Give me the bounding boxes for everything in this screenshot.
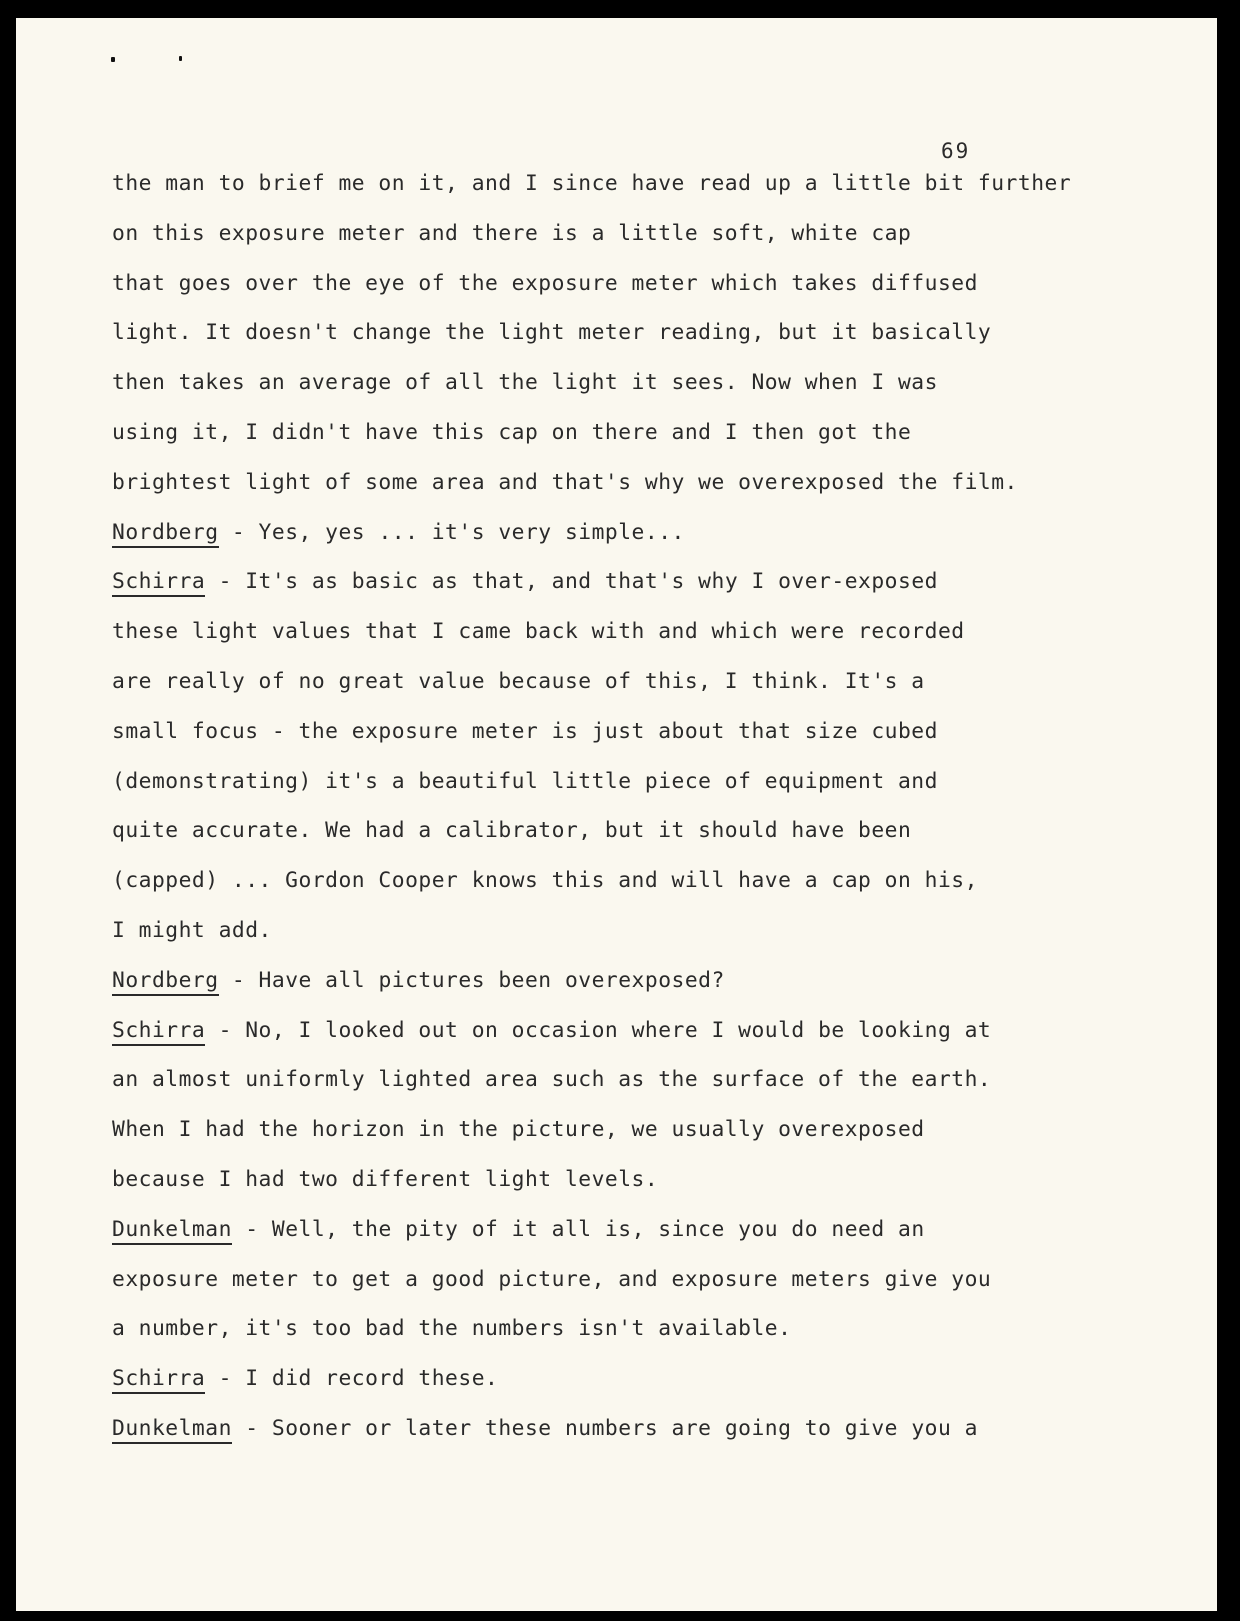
text-line	[112, 1264, 991, 1296]
line-text: (demonstrating) it's a beautiful little piece of equipment and	[112, 769, 938, 794]
line-text: I might add.	[112, 918, 272, 943]
speaker-separator: -	[231, 1217, 272, 1242]
page-number: 69	[941, 139, 971, 163]
dialogue-line	[112, 1214, 925, 1246]
dialogue-line	[112, 517, 685, 549]
line-text: (capped) ... Gordon Cooper knows this and will have a cap on his,	[112, 868, 978, 893]
speaker-separator: -	[205, 569, 246, 594]
speaker-separator: -	[218, 968, 259, 993]
document-page	[16, 18, 1217, 1611]
text-line	[112, 815, 911, 847]
text-line	[112, 467, 1018, 499]
dialogue-line	[112, 566, 938, 598]
text-line	[112, 1164, 658, 1196]
line-text: Sooner or later these numbers are going to give you a	[271, 1416, 978, 1441]
dialogue-line	[112, 1015, 991, 1047]
line-text: then takes an average of all the light it sees. Now when I was	[112, 370, 938, 395]
speaker-name: Dunkelman	[112, 1416, 232, 1444]
text-line	[112, 168, 1071, 200]
line-text: a number, it's too bad the numbers isn't available.	[112, 1316, 792, 1341]
line-text: on this exposure meter and there is a little soft, white cap	[112, 221, 912, 246]
line-text: Have all pictures been overexposed?	[258, 968, 725, 993]
text-line	[112, 716, 938, 748]
line-text: I did record these.	[245, 1366, 499, 1391]
line-text: No, I looked out on occasion where I would be looking at	[245, 1018, 992, 1043]
speaker-name: Nordberg	[112, 520, 219, 548]
line-text: light. It doesn't change the light meter reading, but it basically	[112, 320, 992, 345]
dialogue-line	[112, 1363, 498, 1395]
text-line	[112, 1114, 925, 1146]
speaker-name: Schirra	[112, 569, 205, 597]
text-line	[112, 915, 272, 947]
line-text: brightest light of some area and that's why we overexposed the film.	[112, 470, 1018, 495]
text-line	[112, 317, 991, 349]
line-text: an almost uniformly lighted area such as the surface of the earth.	[112, 1067, 992, 1092]
text-line	[112, 417, 911, 449]
text-line	[112, 1313, 791, 1345]
speaker-separator: -	[205, 1366, 246, 1391]
speaker-name: Schirra	[112, 1366, 205, 1394]
line-text: the man to brief me on it, and I since have read up a little bit further	[112, 171, 1072, 196]
text-line	[112, 367, 938, 399]
line-text: It's as basic as that, and that's why I over-exposed	[245, 569, 938, 594]
speaker-separator: -	[205, 1018, 246, 1043]
line-text: these light values that I came back with and which were recorded	[112, 619, 965, 644]
line-text: Well, the pity of it all is, since you do need an	[271, 1217, 925, 1242]
line-text: When I had the horizon in the picture, we usually overexposed	[112, 1117, 925, 1142]
text-line	[112, 616, 965, 648]
text-line	[112, 666, 925, 698]
line-text: small focus - the exposure meter is just about that size cubed	[112, 719, 938, 744]
text-line	[112, 766, 938, 798]
line-text: exposure meter to get a good picture, and exposure meters give you	[112, 1267, 992, 1292]
line-text: using it, I didn't have this cap on there and I then got the	[112, 420, 912, 445]
punch-mark	[111, 57, 115, 62]
text-line	[112, 218, 911, 250]
speaker-name: Schirra	[112, 1018, 205, 1046]
line-text: are really of no great value because of this, I think. It's a	[112, 669, 925, 694]
line-text: that goes over the eye of the exposure meter which takes diffused	[112, 271, 978, 296]
punch-mark	[179, 56, 182, 61]
text-line	[112, 865, 978, 897]
speaker-name: Nordberg	[112, 968, 219, 996]
dialogue-line	[112, 1413, 978, 1445]
line-text: Yes, yes ... it's very simple...	[258, 520, 685, 545]
speaker-name: Dunkelman	[112, 1217, 232, 1245]
speaker-separator: -	[231, 1416, 272, 1441]
speaker-separator: -	[218, 520, 259, 545]
text-line	[112, 268, 978, 300]
dialogue-line	[112, 965, 725, 997]
line-text: because I had two different light levels.	[112, 1167, 659, 1192]
line-text: quite accurate. We had a calibrator, but it should have been	[112, 818, 912, 843]
text-line	[112, 1064, 991, 1096]
